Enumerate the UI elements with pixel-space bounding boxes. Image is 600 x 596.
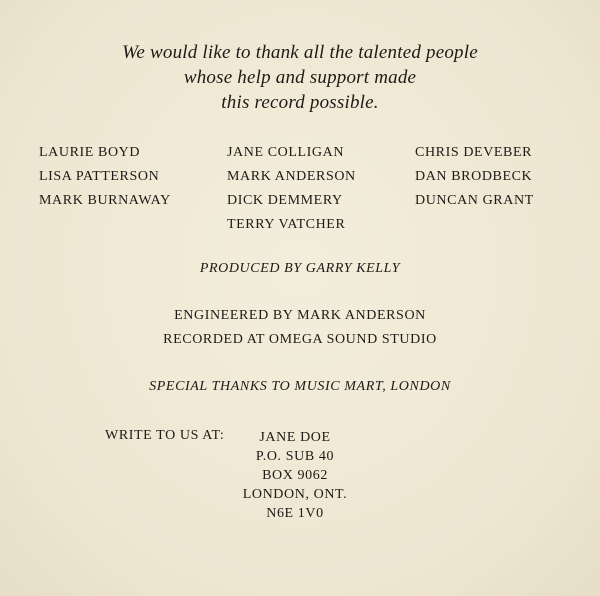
engineer-credit: ENGINEERED BY MARK ANDERSON	[174, 308, 426, 323]
contact-label: WRITE TO US AT:	[105, 428, 225, 443]
credit-name: LISA PATTERSON	[39, 169, 160, 184]
address-line: P.O. SUB 40	[255, 449, 335, 464]
credit-name: DAN BRODBECK	[415, 169, 533, 184]
address-line: LONDON, ONT.	[242, 487, 348, 502]
address-line: JANE DOE	[259, 430, 331, 445]
studio-credit: RECORDED AT OMEGA SOUND STUDIO	[163, 332, 437, 347]
special-thanks: SPECIAL THANKS TO MUSIC MART, LONDON	[149, 379, 451, 394]
credit-name: MARK ANDERSON	[227, 169, 356, 184]
credit-name: LAURIE BOYD	[39, 145, 141, 160]
producer-credit: PRODUCED BY GARRY KELLY	[199, 261, 401, 276]
credits-column-2	[227, 141, 356, 237]
mailing-address	[230, 428, 360, 523]
credit-name: TERRY VATCHER	[227, 217, 346, 232]
thank-you-line-3: this record possible.	[221, 92, 379, 113]
address-line: BOX 9062	[262, 468, 328, 483]
thank-you-message	[0, 40, 600, 115]
address-line: N6E 1V0	[266, 506, 324, 521]
credit-name: JANE COLLIGAN	[227, 145, 345, 160]
thank-you-line-2: whose help and support made	[183, 67, 417, 88]
credit-name: DICK DEMMERY	[227, 193, 343, 208]
credits-column-1	[39, 141, 171, 213]
credit-name: MARK BURNAWAY	[39, 193, 171, 208]
credits-column-3	[415, 141, 534, 213]
credit-name: CHRIS DEVEBER	[415, 145, 533, 160]
thank-you-line-1: We would like to thank all the talented people	[122, 42, 478, 63]
credit-name: DUNCAN GRANT	[415, 193, 534, 208]
